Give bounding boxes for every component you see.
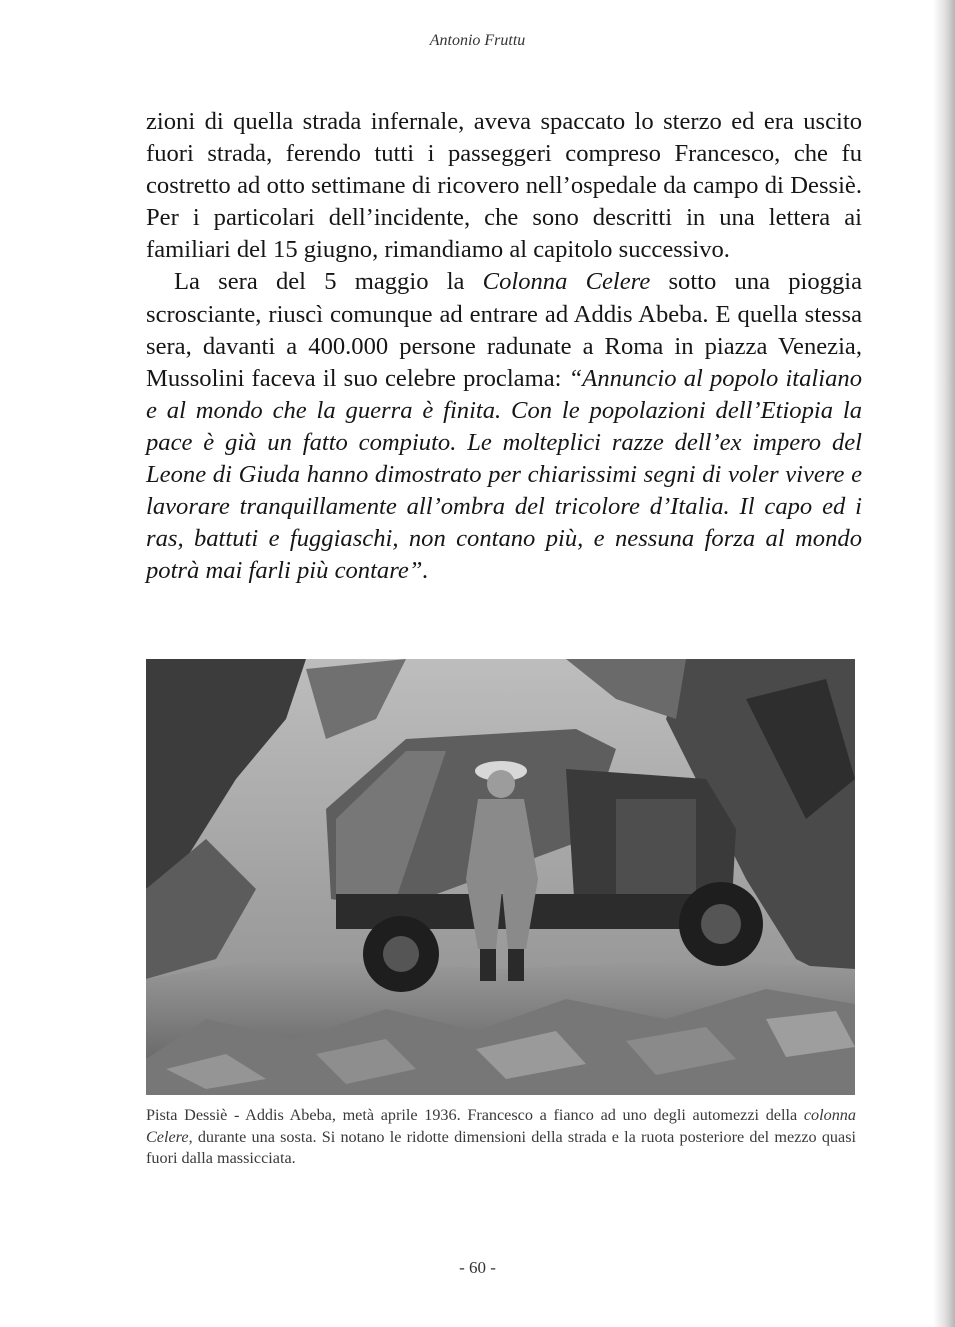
- caption-text: [146, 1105, 856, 1170]
- page-number: - 60 -: [459, 1258, 496, 1277]
- paragraph-2-text-a: La sera del 5 maggio la: [174, 268, 483, 296]
- historical-photo-truck: [146, 659, 855, 1095]
- body-text: [146, 106, 862, 587]
- photo-caption: [146, 1105, 856, 1170]
- page-edge-shadow: [933, 0, 955, 1327]
- running-head: Antonio Fruttu: [429, 32, 526, 49]
- paragraph-1: zioni di quella strada infernale, aveva spaccato lo sterzo ed era uscito fuori strada, ferendo tutti i passeggeri compreso Francesco, che fu costretto ad otto settimane di ricovero nell’ospedale da campo di Dessiè. Per i particolari dell’incidente, che sono descritti in una lettera ai familiari del 15 giugno, rimandiamo al capitolo successivo.: [146, 108, 862, 264]
- colonna-celere-italic: Colonna Celere: [482, 268, 651, 296]
- mussolini-proclamation-quote: “Annuncio al popolo italiano e al mondo che la guerra è finita. Con le popolazioni dell’Etiopia la pace è già un fatto compiuto. Le molteplici razze dell’ex impero del Leone di Giuda hanno dimostrato per chiarissimi segni di voler vivere e lavorare tranquillamente all’ombra del tricolore d’Italia. Il capo ed i ras, battuti e fuggiaschi, non contano più, e nessuna forza al mondo potrà mai farli più contare”.: [146, 364, 862, 585]
- caption-text-b: , durante una sosta. Si notano le ridotte dimensioni della strada e la ruota posteriore del mezzo quasi fuori dalla massicciata.: [146, 1127, 856, 1168]
- caption-colonna-celere-italic: colonna Celere: [146, 1106, 856, 1146]
- paragraph-2: [146, 266, 862, 587]
- caption-text-a: Pista Dessiè - Addis Abeba, metà aprile 1936. Francesco a fianco ad uno degli automezzi della: [146, 1106, 804, 1124]
- paragraph-2-text-b: sotto una pioggia scrosciante, riuscì comunque ad entrare ad Addis Abeba. E quella stessa sera, davanti a 400.000 persone radunate a Roma in piazza Venezia, Mussolini faceva il suo celebre proclama:: [146, 268, 862, 392]
